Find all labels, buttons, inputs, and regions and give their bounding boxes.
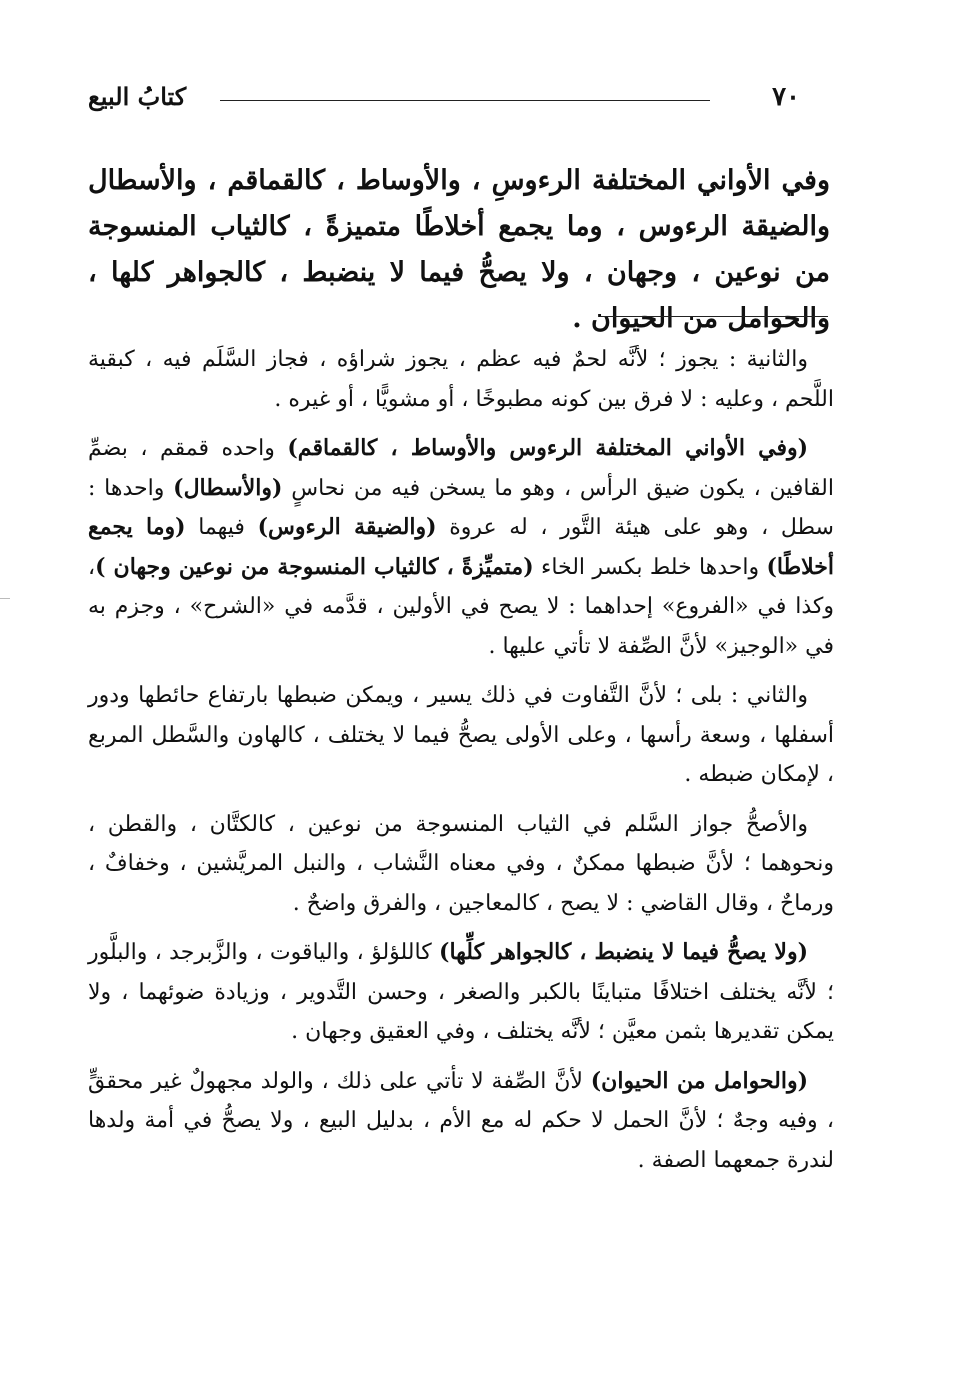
matn-separator-rule	[600, 316, 828, 317]
commentary-segment: والأصحُّ جواز السَّلم في الثياب المنسوجة من نوعين ، كالكتَّان ، والقطن ، ونحوهما ؛ لأنَّ ضبطها ممكنٌ ، وفي معناه النَّشاب ، والنبل المريَّشين ، وخفافٌ ، ورماحٌ ، وقال القاضي : لا يصح ، كالمعاجين ، والفرق واضحٌ .	[88, 811, 834, 916]
commentary-segment: لأنَّ الصِّفة لا تأتي على ذلك ، والولد مجهولٌ غير محققٍّ ، وفيه وجهٌ ؛ لأنَّ الحمل لا حكم له مع الأم ، بدليل البيع ، ولا يصحُّ في أمة ولدها لندرة جمعهما الصفة .	[88, 1068, 834, 1173]
quoted-matn-segment: (ولا يصحُّ فيما لا ينضبط ، كالجواهر كلِّها)	[439, 939, 808, 965]
commentary-paragraph	[88, 676, 834, 795]
commentary-segment: واحدها : سطل ، وهو على هيئة التَّور ، له عروة	[88, 475, 834, 540]
running-title: كتابُ البيع	[88, 82, 187, 111]
commentary-paragraph	[88, 1062, 834, 1181]
commentary-body	[88, 340, 834, 1190]
commentary-paragraph	[88, 429, 834, 666]
quoted-matn-segment: (وما يجمع أخلاطًا)	[88, 514, 834, 580]
commentary-segment: ، وكذا في «الفروع» إحداهما : لا يصح في الأولين ، قدَّمه في «الشرح» ، وجزم به في «الوجيز» لأنَّ الصِّفة لا تأتي عليها .	[88, 554, 834, 659]
commentary-segment: كاللؤلؤ ، والياقوت ، والزَّبرجد ، والبلَّور ؛ لأنَّه يختلف اختلافًا متباينًا بالكبر والصغر ، وحسن التَّدوير ، وزيادة ضوئهما ، ولا يمكن تقديرها بثمن معيَّن ؛ لأنَّه يختلف ، وفي العقيق وجهان .	[88, 940, 834, 1044]
commentary-paragraph	[88, 933, 834, 1052]
header-rule	[220, 100, 710, 101]
quoted-matn-segment: (وفي الأواني المختلفة الرءوس والأوساط ، كالقماقم)	[287, 435, 809, 461]
commentary-segment: والثاني : بلى ؛ لأنَّ التَّفاوت في ذلك يسير ، ويمكن ضبطها بارتفاع حائطها ودور أسفلها ، وسعة رأسها ، وعلى الأولى يصحُّ فيما لا يختلف ، كالهاون والسَّطل المربع ، لإمكان ضبطه .	[88, 683, 834, 787]
commentary-paragraph	[88, 340, 834, 419]
commentary-segment: والثانية : يجوز ؛ لأنَّه لحمٌ فيه عظم ، يجوز شراؤه ، فجاز السَّلَم فيه ، كبقية اللَّحم ، وعليه : لا فرق بين كونه مطبوخًا ، أو مشويًّا ، أو غيره .	[88, 347, 834, 412]
commentary-segment: واحده قمقم ، بضمِّ القافين ، يكون ضيق الرأس ، وهو ما يسخن فيه من نحاسٍ	[88, 436, 834, 501]
margin-mark	[0, 598, 10, 599]
quoted-matn-segment: (والضيقة الرءوس)	[257, 514, 437, 540]
commentary-segment: واحدها خلط بكسر الخاء	[533, 554, 767, 580]
quoted-matn-segment: (والحوامل من الحيوان)	[590, 1067, 808, 1094]
page-header	[88, 78, 800, 124]
matn-text: وفي الأواني المختلفة الرءوسِ ، والأوساط ، كالقماقم ، والأسطال والضيقة الرءوس ، وما يجمع أخلاطًا متميزةً ، كالثياب المنسوجة من نوعين ، وجهان ، ولا يصحُّ فيما لا ينضبط ، كالجواهر كلها ، والحوامل من الحيوان .	[88, 165, 830, 334]
commentary-paragraph	[88, 805, 834, 924]
quoted-matn-segment: (متميِّزةً ، كالثياب المنسوجة من نوعين وجهان )	[95, 553, 534, 580]
page-number: ٧٠	[772, 82, 800, 112]
quoted-matn-segment: (والأسطال)	[173, 474, 283, 501]
commentary-segment: فيهما	[185, 515, 258, 540]
